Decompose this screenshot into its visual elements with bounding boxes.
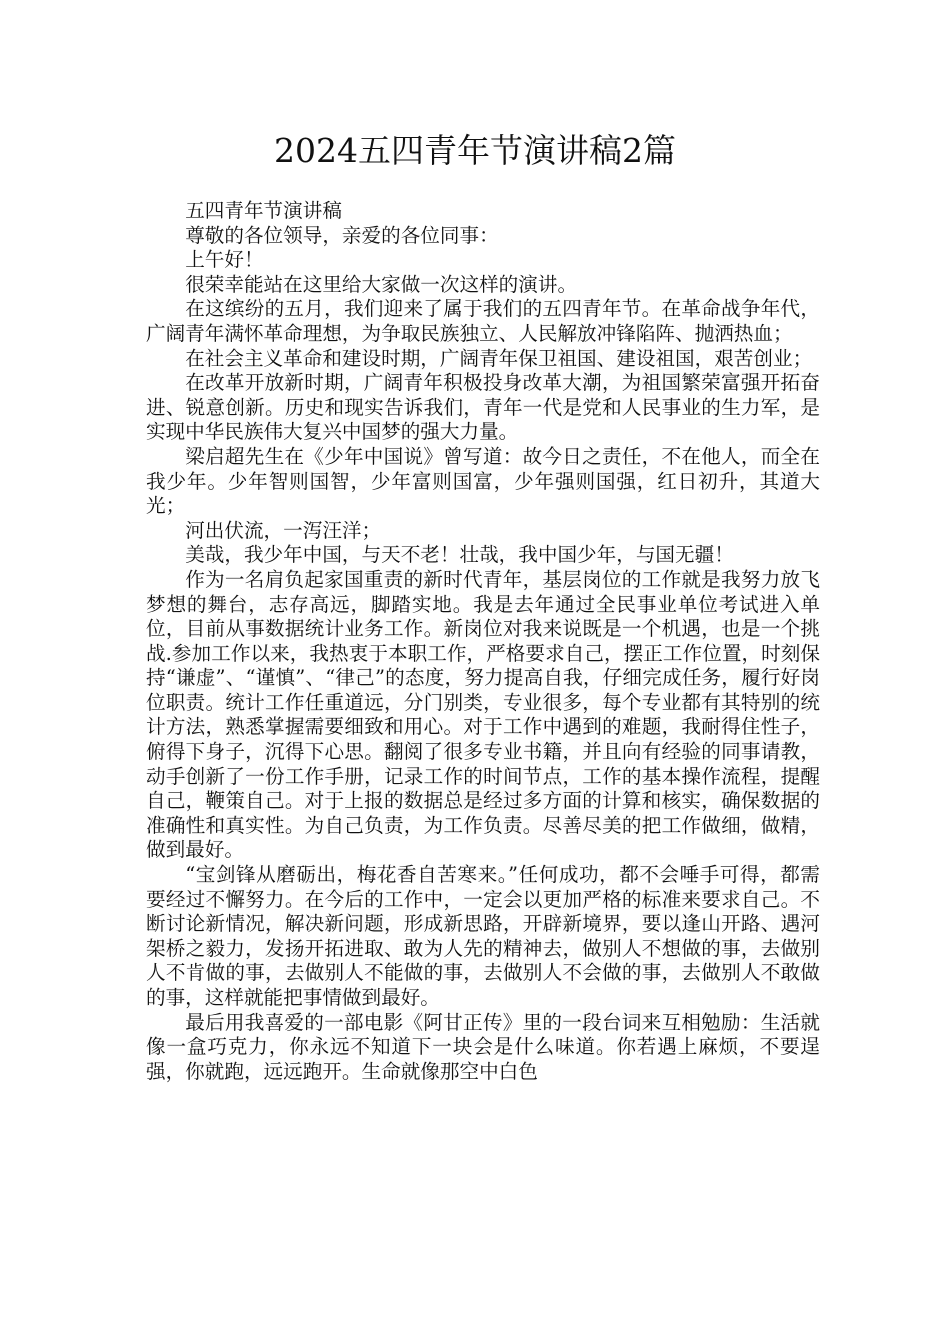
paragraph-heading: 五四青年节演讲稿 (185, 199, 342, 222)
document-body (146, 199, 820, 1084)
document-title: 2024五四青年节演讲稿2篇 (274, 131, 676, 170)
paragraph: “宝剑锋从磨砺出，梅花香自苦寒来。”任何成功，都不会唾手可得，都需要经过不懈努力。在今后的工作中，一定会以更加严格的标准来要求自己。不断讨论新情况，解决新问题，形成新思路，开辟新境界，要以逢山开路、遇河架桥之毅力，发扬开拓进取、敢为人先的精神去，做别人不想做的事，去做别人不肯做的事，去做别人不能做的事，去做别人不会做的事，去做别人不敢做的事，这样就能把事情做到最好。 (146, 863, 820, 1009)
paragraph: 河出伏流，一泻汪洋； (185, 518, 382, 542)
paragraph: 最后用我喜爱的一部电影《阿甘正传》里的一段台词来互相勉励：生活就像一盒巧克力，你永远不知道下一块会是什么味道。你若遇上麻烦，不要逞强，你就跑，远远跑开。生命就像那空中白色 (146, 1010, 820, 1083)
paragraph-salutation: 尊敬的各位领导，亲爱的各位同事： (185, 223, 499, 247)
paragraph: 美哉，我少年中国，与天不老！壮哉，我中国少年，与国无疆！ (185, 543, 734, 567)
paragraph: 在这缤纷的五月，我们迎来了属于我们的五四青年节。在革命战争年代，广阔青年满怀革命理想，为争取民族独立、人民解放冲锋陷阵、抛洒热血； (146, 297, 820, 345)
paragraph: 作为一名肩负起家国重责的新时代青年，基层岗位的工作就是我努力放飞梦想的舞台，志存高远，脚踏实地。我是去年通过全民事业单位考试进入单位，目前从事数据统计业务工作。新岗位对我来说既是一个机遇，也是一个挑战.参加工作以来，我热衷于本职工作，严格要求自己，摆正工作位置，时刻保持“谦虚”、“谨慎”、“律己”的态度，努力提高自我，仔细完成任务，履行好岗位职责。统计工作任重道远，分门别类，专业很多，每个专业都有其特别的统计方法，熟悉掌握需要细致和用心。对于工作中遇到的难题，我耐得住性子，俯得下身子，沉得下心思。翻阅了很多专业书籍，并且向有经验的同事请教，动手创新了一份工作手册，记录工作的时间节点，工作的基本操作流程，提醒自己，鞭策自己。对于上报的数据总是经过多方面的计算和核实，确保数据的准确性和真实性。为自己负责，为工作负责。尽善尽美的把工作做细，做精，做到最好。 (146, 567, 820, 862)
paragraph: 在社会主义革命和建设时期，广阔青年保卫祖国、建设祖国，艰苦创业； (185, 346, 813, 370)
paragraph-greeting: 上午好！ (185, 248, 264, 272)
paragraph: 在改革开放新时期，广阔青年积极投身改革大潮，为祖国繁荣富强开拓奋进、锐意创新。历史和现实告诉我们，青年一代是党和人民事业的生力军，是实现中华民族伟大复兴中国梦的强大力量。 (146, 371, 820, 444)
paragraph: 很荣幸能站在这里给大家做一次这样的演讲。 (185, 272, 578, 296)
paragraph: 梁启超先生在《少年中国说》曾写道：故今日之责任，不在他人，而全在我少年。少年智则国智，少年富则国富，少年强则国强，红日初升，其道大光； (146, 444, 820, 518)
